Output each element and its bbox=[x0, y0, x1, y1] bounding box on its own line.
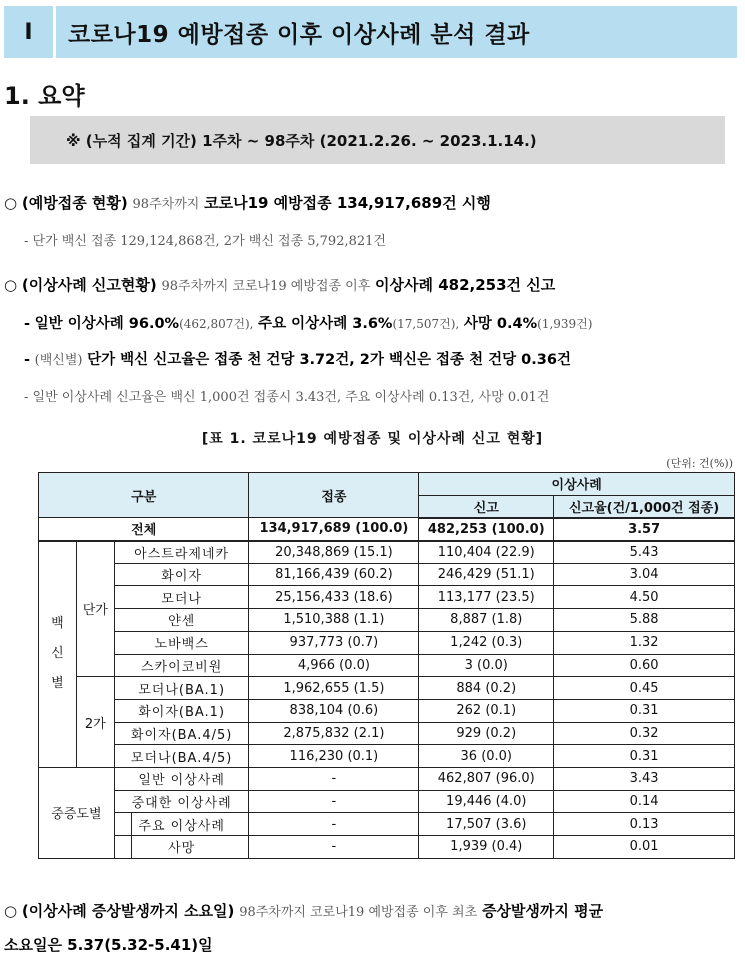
row-vaccinations: 838,104 (0.6) bbox=[249, 699, 419, 722]
section-banner bbox=[4, 6, 737, 58]
bullet-onset-continued bbox=[4, 934, 213, 955]
row-rate: 0.14 bbox=[554, 790, 735, 813]
major-count: (17,507건), bbox=[392, 317, 460, 331]
by-vaccine-prefix: (백신별) bbox=[34, 353, 83, 368]
bullet-bold-text-2: 소요일은 5.37(5.32-5.41)일 bbox=[4, 936, 213, 954]
table-row bbox=[39, 813, 735, 836]
row-label: 얀센 bbox=[114, 609, 249, 632]
row-rate: 0.45 bbox=[554, 677, 735, 700]
bullet-marker: ○ bbox=[4, 194, 18, 212]
header-reports: 신고 bbox=[419, 495, 554, 518]
row-rate: 0.60 bbox=[554, 654, 735, 677]
table-row bbox=[39, 609, 735, 632]
summary-heading: 1. 요약 bbox=[4, 82, 85, 110]
dash: - bbox=[24, 352, 31, 368]
bullet-plain-text: 98주차까지 bbox=[132, 197, 200, 212]
row-vaccinations: - bbox=[249, 836, 419, 859]
row-vaccinations: 2,875,832 (2.1) bbox=[249, 722, 419, 745]
row-vaccinations: 81,166,439 (60.2) bbox=[249, 563, 419, 586]
header-rate: 신고율(건/1,000건 접종) bbox=[554, 495, 735, 518]
table-row bbox=[39, 631, 735, 654]
period-box: ※ (누적 집계 기간) 1주차 ~ 98주차 (2021.2.26. ~ 2023.1.14.) bbox=[30, 116, 725, 164]
report-detail-3: - 일반 이상사례 신고율은 백신 1,000건 접종시 3.43건, 주요 이상사례 0.13건, 사망 0.01건 bbox=[24, 390, 550, 405]
row-label: 화이자 bbox=[114, 563, 249, 586]
row-rate: 0.32 bbox=[554, 722, 735, 745]
row-reports: 3 (0.0) bbox=[419, 654, 554, 677]
dash: - bbox=[24, 316, 31, 332]
table-row bbox=[39, 836, 735, 859]
total-vaccinations: 134,917,689 (100.0) bbox=[249, 518, 419, 541]
header-vaccinations: 접종 bbox=[249, 473, 419, 518]
group-monovalent: 단가 bbox=[76, 541, 114, 677]
row-label: 모더나(BA.4/5) bbox=[114, 745, 249, 768]
total-reports: 482,253 (100.0) bbox=[419, 518, 554, 541]
bullet-bold-text: 이상사례 482,253건 신고 bbox=[375, 276, 556, 294]
total-row bbox=[39, 518, 735, 541]
row-reports: 19,446 (4.0) bbox=[419, 790, 554, 813]
vaccination-adverse-table bbox=[38, 472, 735, 859]
general-share: 일반 이상사례 96.0% bbox=[34, 316, 180, 332]
row-rate: 0.31 bbox=[554, 745, 735, 768]
row-label: 모더나 bbox=[114, 586, 249, 609]
total-label: 전체 bbox=[39, 518, 249, 541]
table-title: [표 1. 코로나19 예방접종 및 이상사례 신고 현황] bbox=[201, 431, 544, 447]
row-reports: 113,177 (23.5) bbox=[419, 586, 554, 609]
report-detail-1 bbox=[24, 312, 592, 333]
row-vaccinations: 937,773 (0.7) bbox=[249, 631, 419, 654]
row-vaccinations: - bbox=[249, 790, 419, 813]
row-rate: 5.88 bbox=[554, 609, 735, 632]
row-vaccinations: 1,510,388 (1.1) bbox=[249, 609, 419, 632]
bullet-bold-text: 증상발생까지 평균 bbox=[481, 902, 604, 920]
section-title: 코로나19 예방접종 이후 이상사례 분석 결과 bbox=[68, 21, 530, 48]
bullet-label: (이상사례 증상발생까지 소요일) bbox=[21, 902, 235, 920]
row-reports: 884 (0.2) bbox=[419, 677, 554, 700]
row-label: 화이자(BA.1) bbox=[114, 699, 249, 722]
row-label: 노바백스 bbox=[114, 631, 249, 654]
row-label: 주요 이상사례 bbox=[114, 813, 249, 836]
row-vaccinations: 20,348,869 (15.1) bbox=[249, 541, 419, 564]
row-label: 스카이코비원 bbox=[114, 654, 249, 677]
row-reports: 1,242 (0.3) bbox=[419, 631, 554, 654]
bullet-plain-text: 98주차까지 코로나19 예방접종 이후 bbox=[161, 279, 371, 294]
section-number: Ⅰ bbox=[4, 6, 56, 58]
row-label: 일반 이상사례 bbox=[114, 767, 249, 790]
row-rate: 3.04 bbox=[554, 563, 735, 586]
table-row bbox=[39, 677, 735, 700]
row-vaccinations: 25,156,433 (18.6) bbox=[249, 586, 419, 609]
bullet-plain-text: 98주차까지 코로나19 예방접종 이후 최초 bbox=[239, 905, 478, 920]
group-bivalent: 2가 bbox=[76, 677, 114, 768]
bullet-vaccination bbox=[4, 192, 491, 213]
row-reports: 246,429 (51.1) bbox=[419, 563, 554, 586]
row-reports: 929 (0.2) bbox=[419, 722, 554, 745]
row-rate: 4.50 bbox=[554, 586, 735, 609]
row-rate: 0.13 bbox=[554, 813, 735, 836]
row-rate: 3.43 bbox=[554, 767, 735, 790]
row-vaccinations: - bbox=[249, 813, 419, 836]
table-row bbox=[39, 767, 735, 790]
death-count: (1,939건) bbox=[537, 317, 593, 331]
row-rate: 5.43 bbox=[554, 541, 735, 564]
general-count: (462,807건), bbox=[179, 317, 254, 331]
table-row bbox=[39, 790, 735, 813]
row-reports: 262 (0.1) bbox=[419, 699, 554, 722]
bullet-label: (예방접종 현황) bbox=[21, 194, 128, 212]
row-reports: 110,404 (22.9) bbox=[419, 541, 554, 564]
table-unit: (단위: 건(%)) bbox=[666, 457, 733, 470]
row-reports: 1,939 (0.4) bbox=[419, 836, 554, 859]
row-label: 중대한 이상사례 bbox=[114, 790, 249, 813]
by-vaccine-rates: 단가 백신 신고율은 접종 천 건당 3.72건, 2가 백신은 접종 천 건당 0.36건 bbox=[87, 352, 571, 368]
row-vaccinations: - bbox=[249, 767, 419, 790]
death-share: 사망 0.4% bbox=[463, 316, 538, 332]
bullet-bold-text: 코로나19 예방접종 134,917,689건 시행 bbox=[204, 194, 491, 212]
table-row bbox=[39, 654, 735, 677]
table-row bbox=[39, 699, 735, 722]
bullet-label: (이상사례 신고현황) bbox=[21, 276, 157, 294]
table-row bbox=[39, 745, 735, 768]
major-share: 주요 이상사례 3.6% bbox=[258, 316, 393, 332]
row-vaccinations: 116,230 (0.1) bbox=[249, 745, 419, 768]
row-vaccinations: 4,966 (0.0) bbox=[249, 654, 419, 677]
row-label: 사망 bbox=[114, 836, 249, 859]
table-row bbox=[39, 541, 735, 564]
vaccination-detail: - 단가 백신 접종 129,124,868건, 2가 백신 접종 5,792,821건 bbox=[24, 234, 386, 249]
report-detail-2 bbox=[24, 348, 571, 369]
bullet-marker: ○ bbox=[4, 902, 18, 920]
bullet-onset bbox=[4, 900, 603, 921]
row-rate: 1.32 bbox=[554, 631, 735, 654]
row-label: 아스트라제네카 bbox=[114, 541, 249, 564]
total-rate: 3.57 bbox=[554, 518, 735, 541]
bullet-report bbox=[4, 274, 555, 295]
row-reports: 36 (0.0) bbox=[419, 745, 554, 768]
row-reports: 462,807 (96.0) bbox=[419, 767, 554, 790]
row-vaccinations: 1,962,655 (1.5) bbox=[249, 677, 419, 700]
row-label: 모더나(BA.1) bbox=[114, 677, 249, 700]
table-row bbox=[39, 586, 735, 609]
row-rate: 0.01 bbox=[554, 836, 735, 859]
row-rate: 0.31 bbox=[554, 699, 735, 722]
header-category: 구분 bbox=[39, 473, 249, 518]
row-reports: 17,507 (3.6) bbox=[419, 813, 554, 836]
group-by-severity: 중증도별 bbox=[39, 767, 115, 858]
row-label: 화이자(BA.4/5) bbox=[114, 722, 249, 745]
row-reports: 8,887 (1.8) bbox=[419, 609, 554, 632]
table-row bbox=[39, 563, 735, 586]
group-by-vaccine: 백 신 별 bbox=[39, 541, 77, 768]
table-row bbox=[39, 722, 735, 745]
header-adverse-events: 이상사례 bbox=[419, 473, 735, 496]
bullet-marker: ○ bbox=[4, 276, 18, 294]
